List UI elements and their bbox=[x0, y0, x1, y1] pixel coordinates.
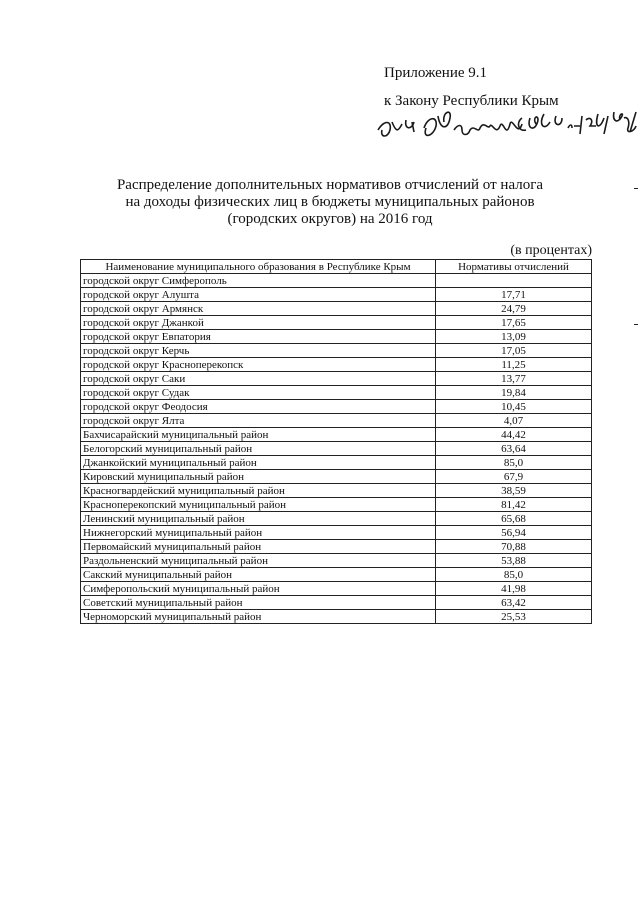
municipality-name: Кировский муниципальный район bbox=[81, 470, 436, 484]
deduction-rate: 85,0 bbox=[436, 568, 592, 582]
municipality-name: городской округ Красноперекопск bbox=[81, 358, 436, 372]
title-line-2: на доходы физических лиц в бюджеты муниципальных районов bbox=[125, 194, 535, 210]
municipality-name: Нижнегорский муниципальный район bbox=[81, 526, 436, 540]
table-row bbox=[81, 386, 592, 400]
table-row bbox=[81, 400, 592, 414]
table-header-row bbox=[81, 260, 592, 274]
municipality-name: городской округ Ялта bbox=[81, 414, 436, 428]
table-row bbox=[81, 414, 592, 428]
municipality-name: городской округ Армянск bbox=[81, 302, 436, 316]
table-row bbox=[81, 498, 592, 512]
municipality-name: Сакский муниципальный район bbox=[81, 568, 436, 582]
deduction-rate: 81,42 bbox=[436, 498, 592, 512]
table-row bbox=[81, 582, 592, 596]
signature-text: от 29 декабря 2015 г. № 192-ЗРК/2015 bbox=[372, 144, 389, 145]
municipality-name: Белогорский муниципальный район bbox=[81, 442, 436, 456]
handwritten-signature bbox=[372, 108, 640, 148]
deduction-rate bbox=[436, 274, 592, 288]
deduction-rate: 13,77 bbox=[436, 372, 592, 386]
municipality-name: Черноморский муниципальный район bbox=[81, 610, 436, 624]
law-reference: к Закону Республики Крым bbox=[384, 93, 559, 109]
table-row bbox=[81, 456, 592, 470]
units-note: (в процентах) bbox=[510, 243, 592, 258]
table-row bbox=[81, 288, 592, 302]
appendix-block bbox=[384, 64, 559, 110]
deduction-rate: 63,64 bbox=[436, 442, 592, 456]
municipality-name: Ленинский муниципальный район bbox=[81, 512, 436, 526]
deduction-rate: 65,68 bbox=[436, 512, 592, 526]
title-line-1: Распределение дополнительных нормативов отчислений от налога bbox=[116, 177, 544, 193]
title-line-3: (городских округов) на 2016 год bbox=[227, 211, 433, 227]
municipality-name: городской округ Судак bbox=[81, 386, 436, 400]
municipality-name: Симферопольский муниципальный район bbox=[81, 582, 436, 596]
table-row bbox=[81, 470, 592, 484]
deduction-rate: 17,65 bbox=[436, 316, 592, 330]
table-row bbox=[81, 442, 592, 456]
municipality-name: Красноперекопский муниципальный район bbox=[81, 498, 436, 512]
deduction-rate: 17,05 bbox=[436, 344, 592, 358]
deduction-rate: 56,94 bbox=[436, 526, 592, 540]
deduction-rate: 11,25 bbox=[436, 358, 592, 372]
table-row bbox=[81, 344, 592, 358]
municipality-name: Джанкойский муниципальный район bbox=[81, 456, 436, 470]
deduction-rate: 17,71 bbox=[436, 288, 592, 302]
table-row bbox=[81, 330, 592, 344]
deduction-rate: 38,59 bbox=[436, 484, 592, 498]
norms-table bbox=[80, 259, 592, 624]
municipality-name: Советский муниципальный район bbox=[81, 596, 436, 610]
municipality-name: городской округ Саки bbox=[81, 372, 436, 386]
municipality-name: городской округ Джанкой bbox=[81, 316, 436, 330]
table-row bbox=[81, 484, 592, 498]
column-header-name: Наименование муниципального образования в Республике Крым bbox=[81, 260, 436, 274]
table-row bbox=[81, 540, 592, 554]
municipality-name: Раздольненский муниципальный район bbox=[81, 554, 436, 568]
scan-edge-mark bbox=[634, 188, 638, 189]
municipality-name: Первомайский муниципальный район bbox=[81, 540, 436, 554]
deduction-rate: 85,0 bbox=[436, 456, 592, 470]
deduction-rate: 19,84 bbox=[436, 386, 592, 400]
deduction-rate: 70,88 bbox=[436, 540, 592, 554]
deduction-rate: 13,09 bbox=[436, 330, 592, 344]
municipality-name: Бахчисарайский муниципальный район bbox=[81, 428, 436, 442]
table-row bbox=[81, 302, 592, 316]
deduction-rate: 44,42 bbox=[436, 428, 592, 442]
deduction-rate: 63,42 bbox=[436, 596, 592, 610]
table-row bbox=[81, 358, 592, 372]
column-header-value: Нормативы отчислений bbox=[436, 260, 592, 274]
table-row bbox=[81, 428, 592, 442]
table-row bbox=[81, 526, 592, 540]
deduction-rate: 10,45 bbox=[436, 400, 592, 414]
table-row bbox=[81, 316, 592, 330]
municipality-name: городской округ Феодосия bbox=[81, 400, 436, 414]
deduction-rate: 25,53 bbox=[436, 610, 592, 624]
municipality-name: городской округ Керчь bbox=[81, 344, 436, 358]
table-row bbox=[81, 372, 592, 386]
table-row bbox=[81, 512, 592, 526]
deduction-rate: 41,98 bbox=[436, 582, 592, 596]
table-row bbox=[81, 554, 592, 568]
table-body bbox=[81, 274, 592, 624]
deduction-rate: 53,88 bbox=[436, 554, 592, 568]
table-row bbox=[81, 610, 592, 624]
table-row bbox=[81, 596, 592, 610]
deduction-rate: 67,9 bbox=[436, 470, 592, 484]
deduction-rate: 4,07 bbox=[436, 414, 592, 428]
municipality-name: Красногвардейский муниципальный район bbox=[81, 484, 436, 498]
table-row bbox=[81, 274, 592, 288]
deduction-rate: 24,79 bbox=[436, 302, 592, 316]
municipality-name: городской округ Симферополь bbox=[81, 274, 436, 288]
table-row bbox=[81, 568, 592, 582]
document-title bbox=[90, 177, 570, 228]
appendix-label: Приложение 9.1 bbox=[384, 65, 488, 81]
municipality-name: городской округ Алушта bbox=[81, 288, 436, 302]
scan-edge-mark bbox=[634, 324, 638, 325]
municipality-name: городской округ Евпатория bbox=[81, 330, 436, 344]
